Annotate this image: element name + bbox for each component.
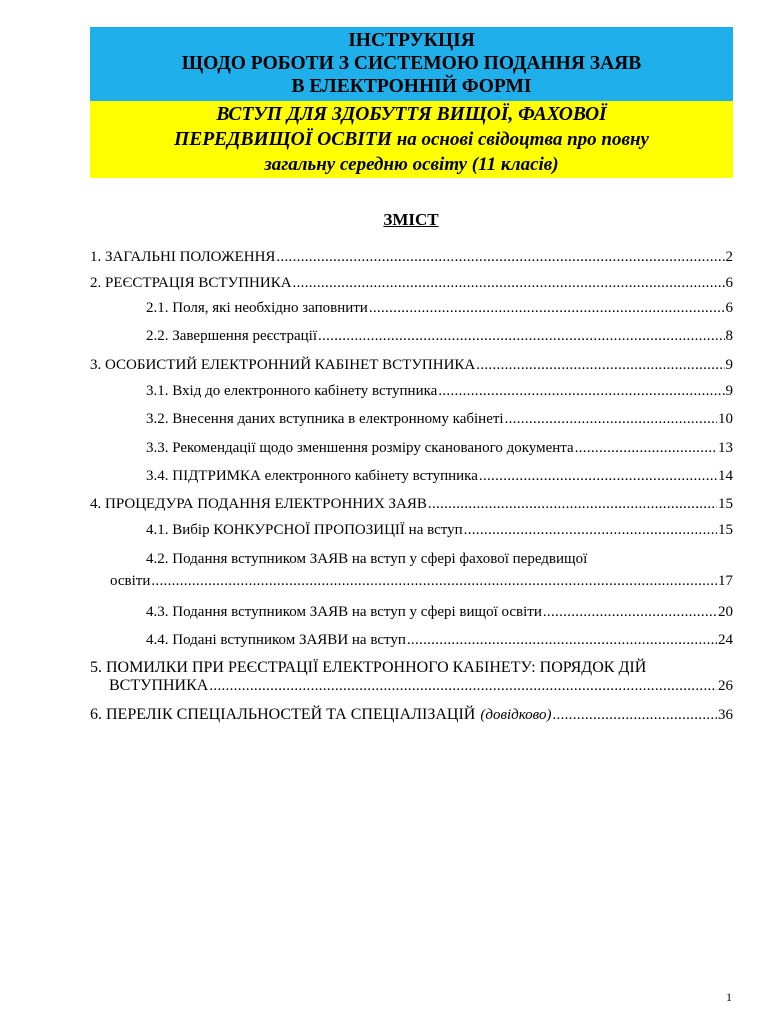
toc-leader <box>369 299 725 317</box>
header-subtitle-line <box>90 127 733 152</box>
header-title-line: В ЕЛЕКТРОННІЙ ФОРМІ <box>291 76 532 97</box>
toc-entry-page: 9 <box>725 383 733 399</box>
toc-entry[interactable] <box>90 327 733 345</box>
toc-entry-label: 2. РЕЄСТРАЦІЯ ВСТУПНИКА <box>90 275 292 291</box>
toc-entry[interactable] <box>90 356 733 374</box>
toc-entry-page: 6 <box>725 275 733 291</box>
toc-entry-page: 15 <box>718 522 733 538</box>
toc-entry-page: 6 <box>725 300 733 316</box>
document-header <box>90 27 733 178</box>
toc-leader <box>293 274 725 292</box>
toc-entry-continuation <box>90 572 733 590</box>
toc-entry[interactable] <box>90 631 733 649</box>
toc-entry-label: 2.1. Поля, які необхідно заповнити <box>146 300 368 316</box>
toc-title: ЗМІСТ <box>383 210 439 229</box>
toc-leader <box>276 248 724 266</box>
toc-entry-label: 3.2. Внесення даних вступника в електронному кабінеті <box>146 411 504 427</box>
toc-entry-label: 3. ОСОБИСТИЙ ЕЛЕКТРОННИЙ КАБІНЕТ ВСТУПНИКА <box>90 357 476 373</box>
toc-entry-page: 2 <box>725 249 733 265</box>
toc-entry[interactable] <box>90 274 733 292</box>
toc-leader <box>575 439 717 457</box>
toc-leader <box>428 495 717 513</box>
toc-entry[interactable] <box>90 382 733 400</box>
toc-entry-page: 24 <box>718 632 733 648</box>
toc-entry-label: 4.3. Подання вступником ЗАЯВ на вступ у сфері вищої освіти <box>146 604 542 620</box>
toc-entry[interactable] <box>90 706 733 724</box>
toc-entry-label: 3.4. ПІДТРИМКА електронного кабінету вступника <box>146 468 478 484</box>
toc-leader <box>209 677 717 695</box>
page-number: 1 <box>726 990 732 1004</box>
toc-entry[interactable] <box>90 439 733 457</box>
toc-entry-label: 6. ПЕРЕЛІК СПЕЦІАЛЬНОСТЕЙ ТА СПЕЦІАЛІЗАЦІЙ <box>90 706 476 723</box>
toc-leader <box>479 467 717 485</box>
toc-entry-label: ВСТУПНИКА <box>109 677 209 694</box>
toc-leader <box>438 382 724 400</box>
toc-entry[interactable] <box>90 495 733 513</box>
toc-leader <box>552 706 717 724</box>
toc-entry[interactable] <box>90 521 733 539</box>
toc-entry-label: 2.2. Завершення реєстрації <box>146 328 317 344</box>
toc-entry-label: 4. ПРОЦЕДУРА ПОДАННЯ ЕЛЕКТРОННИХ ЗАЯВ <box>90 496 427 512</box>
header-title-line: ІНСТРУКЦІЯ <box>348 30 475 51</box>
toc-entry-page: 14 <box>718 468 733 484</box>
toc-leader <box>476 356 724 374</box>
toc-entry-page: 9 <box>725 357 733 373</box>
toc-leader <box>151 572 717 590</box>
toc-entry-label: 4.2. Подання вступником ЗАЯВ на вступ у сфері фахової передвищої <box>146 551 588 567</box>
header-blue-band <box>90 27 733 101</box>
toc-leader <box>318 327 725 345</box>
toc-entry-label: 4.1. Вибір КОНКУРСНОЇ ПРОПОЗИЦІЇ на вступ <box>146 522 463 538</box>
toc-entry-continuation <box>90 677 733 695</box>
toc-entry[interactable] <box>90 603 733 621</box>
toc-leader <box>543 603 717 621</box>
toc-entry-page: 10 <box>718 411 733 427</box>
toc-entry[interactable] <box>90 299 733 317</box>
toc-entry-page: 13 <box>718 440 733 456</box>
toc-leader <box>505 410 717 428</box>
toc-leader <box>407 631 717 649</box>
toc-entry[interactable] <box>90 550 733 590</box>
header-subtitle-line: ВСТУП ДЛЯ ЗДОБУТТЯ ВИЩОЇ, ФАХОВОЇ <box>216 104 607 125</box>
toc-entry[interactable] <box>90 410 733 428</box>
toc-entry-page: 15 <box>718 496 733 512</box>
toc-leader <box>464 521 717 539</box>
toc-entry-label: 3.3. Рекомендації щодо зменшення розміру сканованого документа <box>146 440 574 456</box>
toc-entry-page: 8 <box>725 328 733 344</box>
toc-entry-label: освіти <box>110 573 151 589</box>
toc-entry-page: 36 <box>718 707 733 723</box>
header-subtitle-rest: на основі свідоцтва про повну <box>391 129 649 150</box>
toc-entry[interactable] <box>90 248 733 266</box>
toc-entry-label: 4.4. Подані вступником ЗАЯВИ на вступ <box>146 632 406 648</box>
toc-entry-label: 3.1. Вхід до електронного кабінету вступника <box>146 383 438 399</box>
toc-entry-label: 5. ПОМИЛКИ ПРИ РЕЄСТРАЦІЇ ЕЛЕКТРОННОГО КАБІНЕТУ: ПОРЯДОК ДІЙ <box>90 659 647 676</box>
toc-entry[interactable] <box>90 658 733 695</box>
header-yellow-band <box>90 101 733 178</box>
header-subtitle-line: загальну середню освіту (11 класів) <box>264 154 559 175</box>
header-title-line: ЩОДО РОБОТИ З СИСТЕМОЮ ПОДАННЯ ЗАЯВ <box>181 53 642 74</box>
toc-entry-page: 17 <box>718 573 733 589</box>
toc-entry-note: (довідково) <box>480 707 552 723</box>
toc-entry-page: 20 <box>718 604 733 620</box>
toc-entry-page: 26 <box>718 678 733 694</box>
toc-entry[interactable] <box>90 467 733 485</box>
toc-entry-label: 1. ЗАГАЛЬНІ ПОЛОЖЕННЯ <box>90 249 276 265</box>
header-subtitle-bold: ПЕРЕДВИЩОЇ ОСВІТИ <box>174 129 392 150</box>
